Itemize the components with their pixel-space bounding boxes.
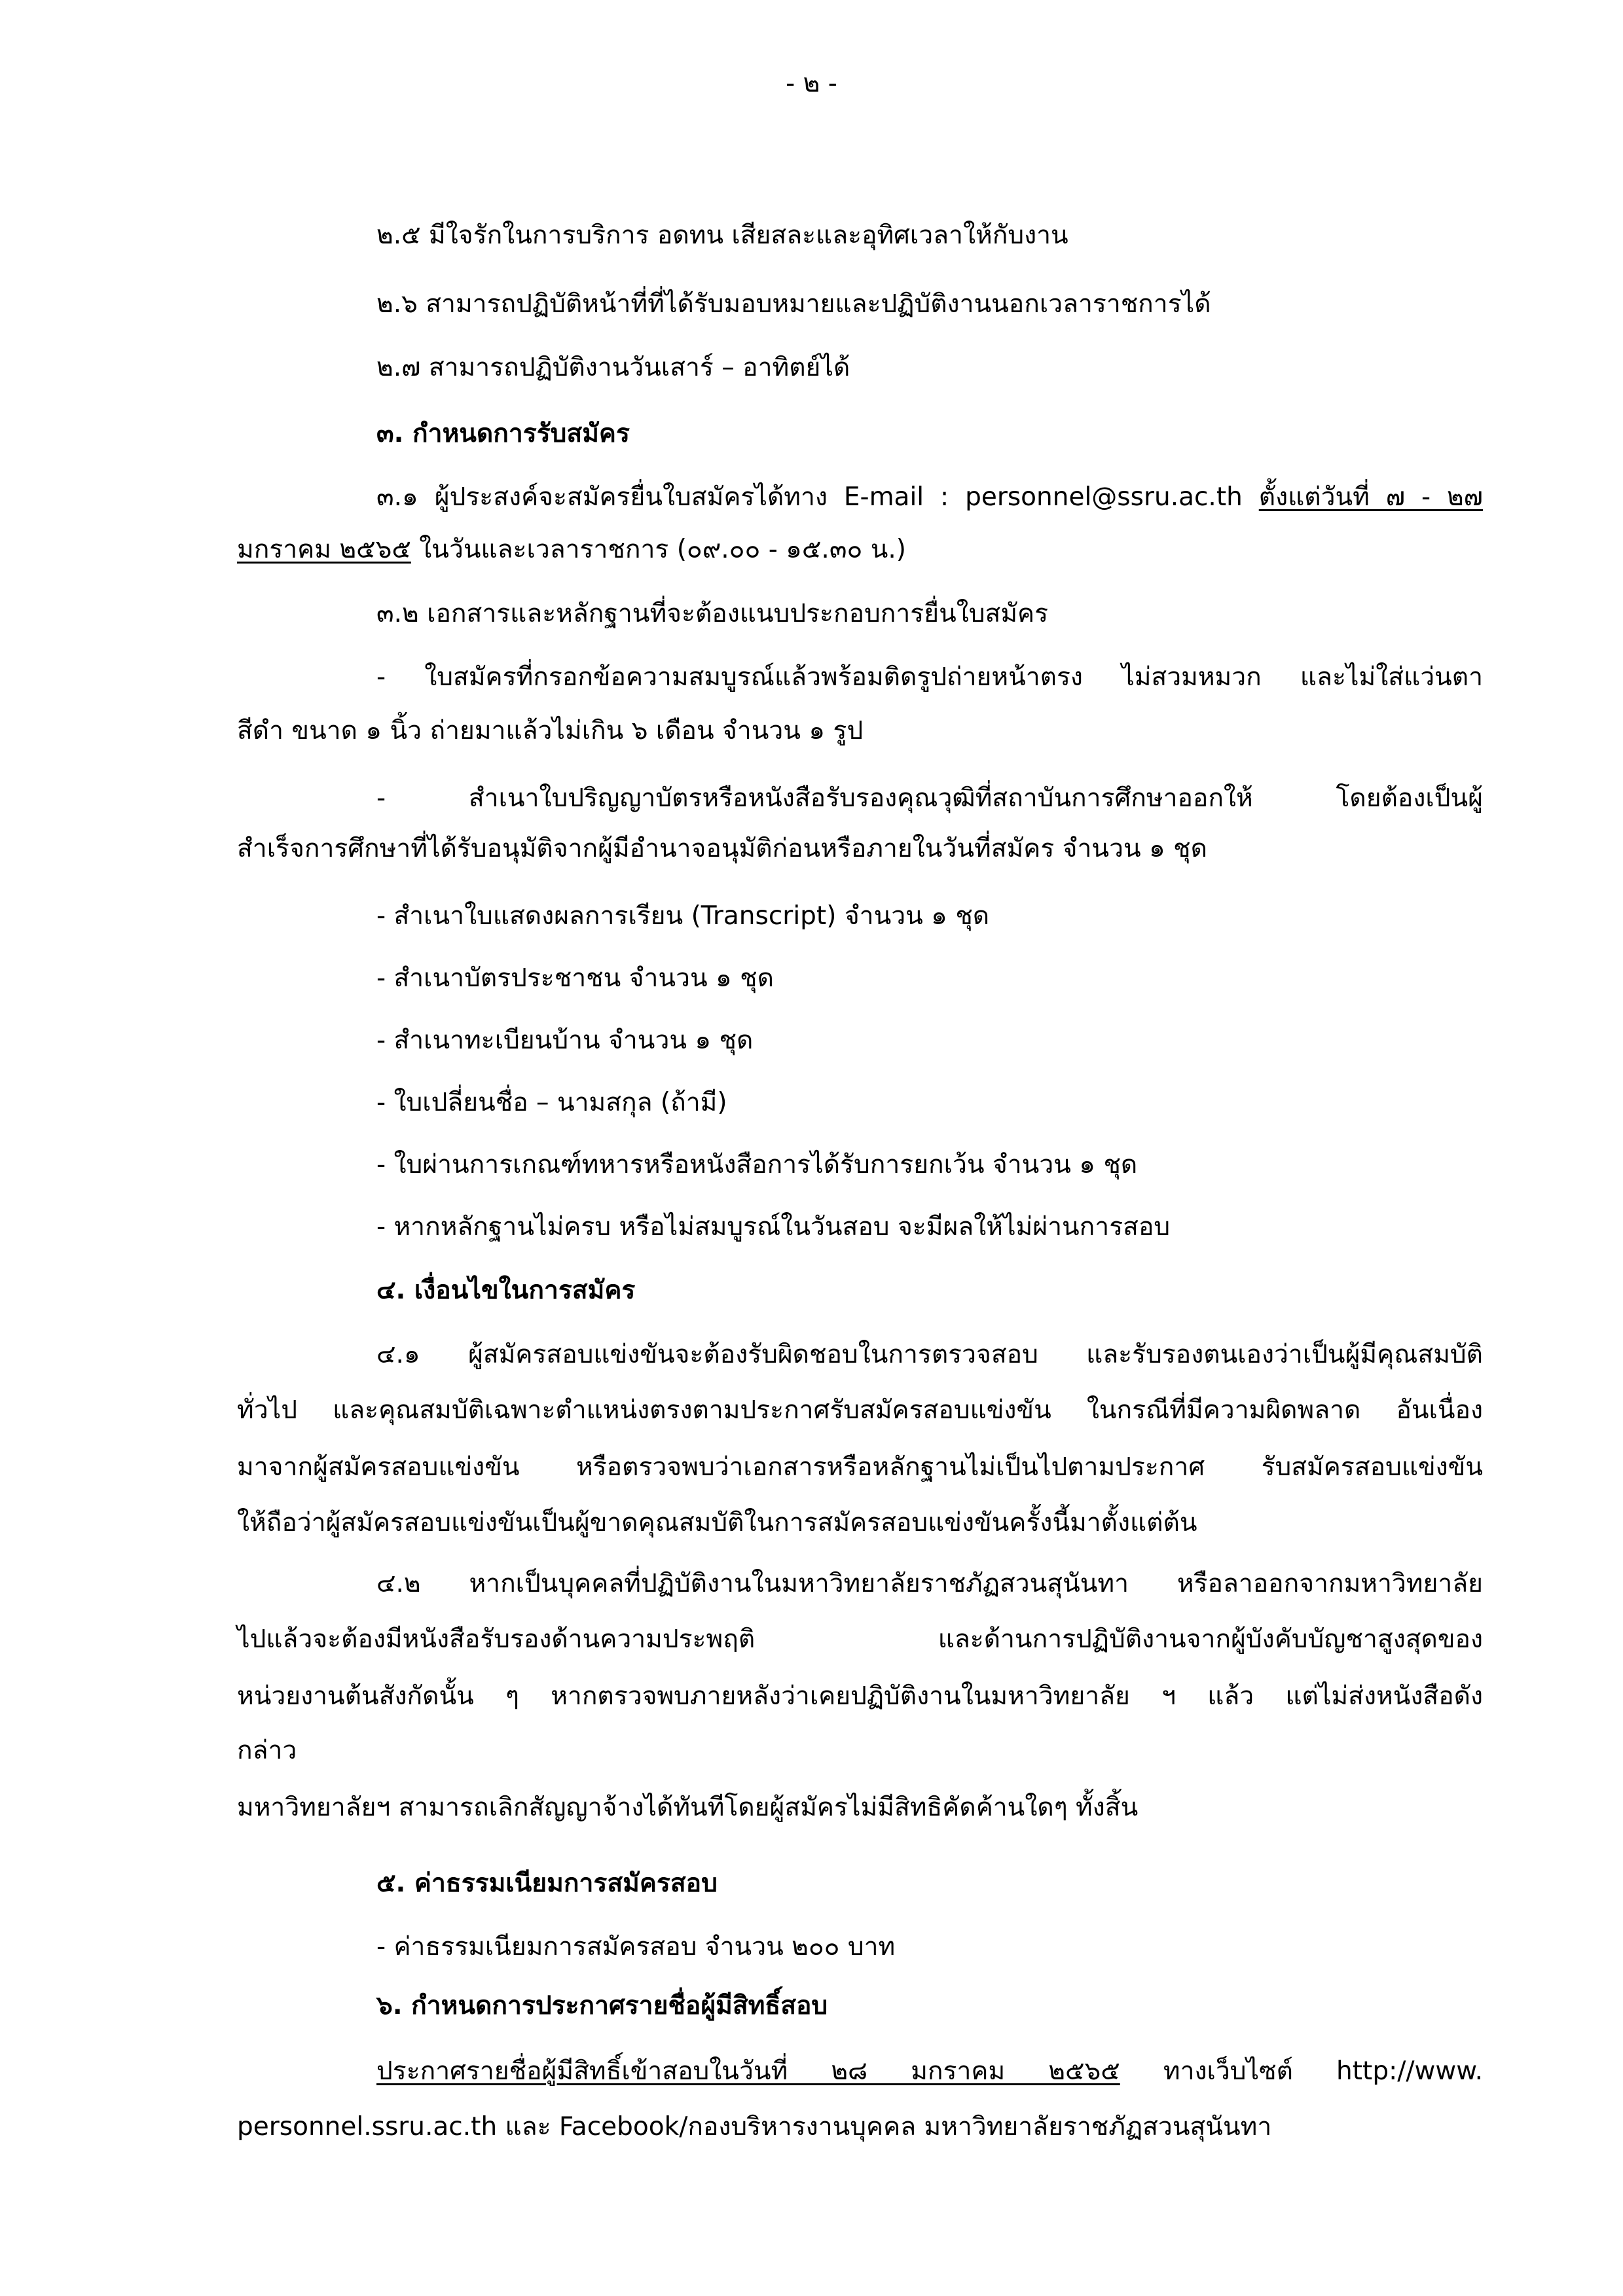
section-4-heading: ๔. เงื่อนไขในการสมัคร bbox=[376, 1276, 636, 1305]
application-month: มกราคม ๒๕๖๕ bbox=[237, 535, 411, 564]
item-2-6: ๒.๖ สามารถปฏิบัติหน้าที่ที่ได้รับมอบหมายและปฏิบัติงานนอกเวลาราชการได้ bbox=[376, 289, 1211, 319]
item-2-7: ๒.๗ สามารถปฏิบัติงานวันเสาร์ – อาทิตย์ได้ bbox=[376, 353, 850, 382]
section-3-1-line2 bbox=[237, 530, 906, 569]
section-4-1-line1: ๔.๑ ผู้สมัครสอบแข่งขันจะต้องรับผิดชอบในการตรวจสอบ และรับรองตนเองว่าเป็นผู้มีคุณสมบัติ bbox=[376, 1340, 1483, 1369]
section-6-line2: personnel.ssru.ac.th และ Facebook/กองบริหารงานบุคคล มหาวิทยาลัยราชภัฏสวนสุนันทา bbox=[237, 2112, 1272, 2142]
section-5-heading: ๕. ค่าธรรมเนียมการสมัครสอบ bbox=[376, 1869, 718, 1898]
doc-transcript: - สำเนาใบแสดงผลการเรียน (Transcript) จำนวน ๑ ชุด bbox=[376, 901, 990, 931]
doc-application-form-line2: สีดำ ขนาด ๑ นิ้ว ถ่ายมาแล้วไม่เกิน ๖ เดือน จำนวน ๑ รูป bbox=[237, 716, 864, 745]
application-period: ตั้งแต่วันที่ ๗ - ๒๗ bbox=[1258, 482, 1483, 512]
section-4-2-line5: มหาวิทยาลัยฯ สามารถเลิกสัญญาจ้างได้ทันทีโดยผู้สมัครไม่มีสิทธิคัดค้านใดๆ ทั้งสิ้น bbox=[237, 1793, 1139, 1822]
doc-military: - ใบผ่านการเกณฑ์ทหารหรือหนังสือการได้รับการยกเว้น จำนวน ๑ ชุด bbox=[376, 1150, 1138, 1179]
website-prefix: ทางเว็บไซต์ http://www. bbox=[1120, 2056, 1483, 2086]
application-fee: - ค่าธรรมเนียมการสมัครสอบ จำนวน ๒๐๐ บาท bbox=[376, 1932, 896, 1962]
section-4-2-line4: กล่าว bbox=[237, 1736, 297, 1765]
section-4-1-line3: มาจากผู้สมัครสอบแข่งขัน หรือตรวจพบว่าเอกสารหรือหลักฐานไม่เป็นไปตามประกาศ รับสมัครสอบแข่งขัน bbox=[237, 1452, 1483, 1482]
doc-name-change: - ใบเปลี่ยนชื่อ – นามสกุล (ถ้ามี) bbox=[376, 1088, 727, 1117]
section-3-1-line1 bbox=[237, 478, 1483, 517]
section-3-heading: ๓. กำหนดการรับสมัคร bbox=[376, 419, 630, 448]
item-2-5: ๒.๕ มีใจรักในการบริการ อดทน เสียสละและอุทิศเวลาให้กับงาน bbox=[376, 221, 1068, 250]
doc-id-card: - สำเนาบัตรประชาชน จำนวน ๑ ชุด bbox=[376, 963, 774, 993]
doc-degree-line2: สำเร็จการศึกษาที่ได้รับอนุมัติจากผู้มีอำนาจอนุมัติก่อนหรือภายในวันที่สมัคร จำนวน ๑ ชุด bbox=[237, 834, 1207, 863]
doc-incomplete-note: - หากหลักฐานไม่ครบ หรือไม่สมบูรณ์ในวันสอบ จะมีผลให้ไม่ผ่านการสอบ bbox=[376, 1212, 1171, 1242]
section-4-1-line4: ให้ถือว่าผู้สมัครสอบแข่งขันเป็นผู้ขาดคุณสมบัติในการสมัครสอบแข่งขันครั้งนี้มาตั้งแต่ต้น bbox=[237, 1508, 1197, 1537]
section-6-heading: ๖. กำหนดการประกาศรายชื่อผู้มีสิทธิ์สอบ bbox=[376, 1991, 828, 2020]
doc-degree-line1: - สำเนาใบปริญญาบัตรหรือหนังสือรับรองคุณวุฒิที่สถาบันการศึกษาออกให้ โดยต้องเป็นผู้ bbox=[376, 783, 1483, 813]
office-hours: ในวันและเวลาราชการ (๐๙.๐๐ - ๑๕.๓๐ น.) bbox=[410, 535, 906, 564]
section-3-2-title: ๓.๒ เอกสารและหลักฐานที่จะต้องแนบประกอบการยื่นใบสมัคร bbox=[376, 599, 1049, 628]
page-number: - ๒ - bbox=[786, 69, 837, 98]
section-4-2-line1: ๔.๒ หากเป็นบุคคลที่ปฏิบัติงานในมหาวิทยาลัยราชภัฏสวนสุนันทา หรือลาออกจากมหาวิทยาลัย bbox=[376, 1569, 1483, 1598]
section-3-1-text: ๓.๑ ผู้ประสงค์จะสมัครยื่นใบสมัครได้ทาง E-mail : personnel@ssru.ac.th bbox=[376, 482, 1259, 512]
section-4-2-line2: ไปแล้วจะต้องมีหนังสือรับรองด้านความประพฤติ และด้านการปฏิบัติงานจากผู้บังคับบัญชาสูงสุดของ bbox=[237, 1624, 1483, 1654]
announcement-date: ประกาศรายชื่อผู้มีสิทธิ์เข้าสอบในวันที่ ๒๘ มกราคม ๒๕๖๕ bbox=[376, 2056, 1120, 2086]
doc-application-form-line1: - ใบสมัครที่กรอกข้อความสมบูรณ์แล้วพร้อมติดรูปถ่ายหน้าตรง ไม่สวมหมวก และไม่ใส่แว่นตา bbox=[376, 662, 1483, 692]
section-6-line1 bbox=[237, 2052, 1483, 2091]
doc-house-registration: - สำเนาทะเบียนบ้าน จำนวน ๑ ชุด bbox=[376, 1026, 754, 1055]
section-4-1-line2: ทั่วไป และคุณสมบัติเฉพาะตำแหน่งตรงตามประกาศรับสมัครสอบแข่งขัน ในกรณีที่มีความผิดพลาด อันเนื่อง bbox=[237, 1395, 1483, 1425]
section-4-2-line3: หน่วยงานต้นสังกัดนั้น ๆ หากตรวจพบภายหลังว่าเคยปฏิบัติงานในมหาวิทยาลัย ฯ แล้ว แต่ไม่ส่งหนังสือดัง bbox=[237, 1681, 1483, 1711]
